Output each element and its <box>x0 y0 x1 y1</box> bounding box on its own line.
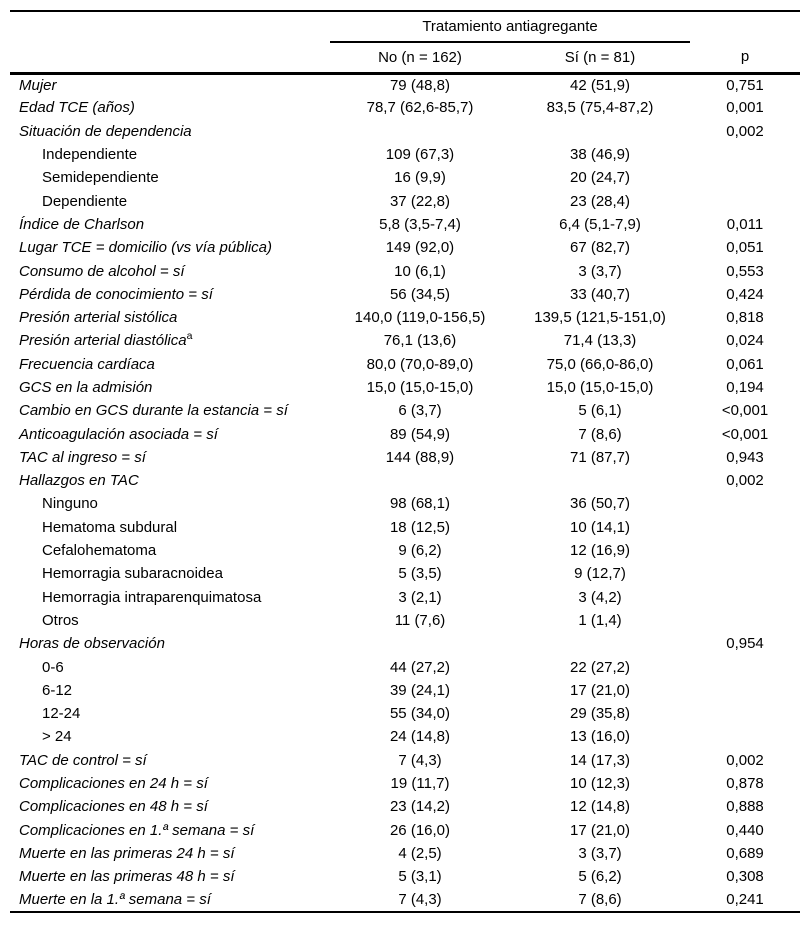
row-label: Muerte en la 1.ª semana = sí <box>19 891 211 909</box>
table-row <box>10 516 800 539</box>
row-label: Cambio en GCS durante la estancia = sí <box>19 402 288 420</box>
cell-p: 0,051 <box>726 239 764 257</box>
table-row <box>10 353 800 376</box>
cell-si <box>510 632 690 655</box>
cell-no: 44 (27,2) <box>389 658 451 676</box>
cell-no: 19 (11,7) <box>390 775 450 793</box>
table-row <box>10 143 800 166</box>
cell-si: 12 (14,8) <box>569 798 631 816</box>
row-label: Semidependiente <box>42 169 159 187</box>
cell-p: 0,002 <box>726 122 764 140</box>
cell-si: 42 (51,9) <box>569 76 631 94</box>
cell-p: 0,954 <box>726 635 764 653</box>
cell-si: 3 (4,2) <box>578 588 622 606</box>
table-row <box>10 725 800 748</box>
cell-p: 0,024 <box>726 332 764 350</box>
cell-si: 75,0 (66,0-86,0) <box>546 355 654 373</box>
cell-si: 17 (21,0) <box>569 821 631 839</box>
cell-no: 56 (34,5) <box>389 285 451 303</box>
cell-si <box>510 469 690 492</box>
cell-no: 16 (9,9) <box>394 169 446 187</box>
cell-p: 0,424 <box>726 285 764 303</box>
cell-si: 71 (87,7) <box>569 448 631 466</box>
column-header-row <box>10 42 800 73</box>
table-container <box>10 10 800 913</box>
table-row <box>10 213 800 236</box>
row-label: Presión arterial sistólica <box>19 309 178 327</box>
cell-p <box>690 166 800 189</box>
table-row <box>10 795 800 818</box>
cell-p: 0,061 <box>726 355 764 373</box>
empty-header-cell <box>690 11 800 42</box>
cell-si: 29 (35,8) <box>569 705 631 723</box>
table-row <box>10 422 800 445</box>
cell-si: 12 (16,9) <box>569 542 631 560</box>
cell-si: 23 (28,4) <box>569 192 631 210</box>
cell-p: 0,689 <box>726 844 764 862</box>
row-label: Cefalohematoma <box>42 542 157 560</box>
cell-p: 0,818 <box>726 309 764 327</box>
cell-p: 0,001 <box>726 99 764 117</box>
table-row <box>10 609 800 632</box>
row-label: Otros <box>42 611 79 629</box>
table-row <box>10 842 800 865</box>
table-body <box>10 73 800 912</box>
cell-no: 7 (4,3) <box>398 891 442 909</box>
cell-no: 76,1 (13,6) <box>383 332 457 350</box>
cell-p: 0,308 <box>726 868 764 886</box>
cell-no: 140,0 (119,0-156,5) <box>354 309 486 327</box>
cell-si: 7 (8,6) <box>578 891 622 909</box>
cell-no: 24 (14,8) <box>389 728 451 746</box>
cell-si: 3 (3,7) <box>578 844 622 862</box>
row-label: Consumo de alcohol = sí <box>19 262 185 280</box>
table-row <box>10 655 800 678</box>
cell-no: 26 (16,0) <box>389 821 451 839</box>
cell-no <box>330 469 510 492</box>
row-label: Lugar TCE = domicilio (vs vía pública) <box>19 239 273 257</box>
cell-si: 6,4 (5,1-7,9) <box>559 215 641 233</box>
cell-no: 7 (4,3) <box>398 751 442 769</box>
cell-si: 33 (40,7) <box>569 285 631 303</box>
cell-p <box>690 679 800 702</box>
cell-p <box>690 539 800 562</box>
table-row <box>10 329 800 352</box>
cell-p: 0,878 <box>726 775 764 793</box>
table-row <box>10 539 800 562</box>
row-label: Edad TCE (años) <box>19 99 135 117</box>
cell-si: 5 (6,2) <box>578 868 622 886</box>
cell-p <box>690 562 800 585</box>
cell-no: 79 (48,8) <box>389 76 451 94</box>
row-label: Complicaciones en 48 h = sí <box>19 798 208 816</box>
table-row <box>10 679 800 702</box>
cell-p: 0,553 <box>726 262 764 280</box>
row-label: TAC al ingreso = sí <box>19 448 146 466</box>
table-row <box>10 492 800 515</box>
table-row <box>10 96 800 119</box>
row-label: Hallazgos en TAC <box>19 472 139 490</box>
row-label: Complicaciones en 1.ª semana = sí <box>19 821 255 839</box>
table-row <box>10 283 800 306</box>
cell-si: 36 (50,7) <box>569 495 631 513</box>
table-row <box>10 73 800 96</box>
cell-p: 0,194 <box>726 379 764 396</box>
cell-si: 139,5 (121,5-151,0) <box>534 309 666 327</box>
antiplatelet-treatment-table <box>10 10 800 913</box>
table-row <box>10 189 800 212</box>
cell-si: 15,0 (15,0-15,0) <box>546 379 654 396</box>
cell-si: 83,5 (75,4-87,2) <box>546 99 654 117</box>
cell-no: 11 (7,6) <box>394 611 446 629</box>
footnote-marker: a <box>186 330 193 343</box>
table-row <box>10 562 800 585</box>
cell-si: 14 (17,3) <box>569 751 631 769</box>
cell-no: 98 (68,1) <box>389 495 451 513</box>
row-label: Ninguno <box>42 495 98 513</box>
cell-no: 4 (2,5) <box>398 844 442 862</box>
row-label: Presión arterial diastólica$^a$ <box>19 330 193 350</box>
cell-p: 0,002 <box>726 751 764 769</box>
cell-si: 38 (46,9) <box>569 146 631 164</box>
row-label: Pérdida de conocimiento = sí <box>19 285 213 303</box>
cell-p <box>690 655 800 678</box>
row-label: Situación de dependencia <box>19 122 192 140</box>
column-header-no: No (n = 162) <box>330 42 510 73</box>
cell-no: 6 (3,7) <box>398 402 442 420</box>
row-label: Muerte en las primeras 24 h = sí <box>19 844 235 862</box>
row-label: > 24 <box>42 728 72 746</box>
row-label: Hematoma subdural <box>42 518 178 536</box>
cell-p <box>690 609 800 632</box>
cell-p: 0,888 <box>726 798 764 816</box>
cell-no: 18 (12,5) <box>389 518 451 536</box>
cell-p: 0,002 <box>726 472 764 490</box>
row-label: Mujer <box>19 76 57 94</box>
cell-p: 0,943 <box>726 448 764 466</box>
cell-no: 15,0 (15,0-15,0) <box>366 379 474 396</box>
cell-p <box>690 516 800 539</box>
table-row <box>10 819 800 842</box>
cell-si: 10 (14,1) <box>569 518 631 536</box>
row-label: 12-24 <box>42 705 81 723</box>
row-label: 6-12 <box>42 681 73 699</box>
cell-si: 1 (1,4) <box>578 611 622 629</box>
table-row <box>10 306 800 329</box>
cell-no: 5,8 (3,5-7,4) <box>379 215 461 233</box>
cell-no: 89 (54,9) <box>389 425 451 443</box>
table-row <box>10 469 800 492</box>
cell-no: 80,0 (70,0-89,0) <box>366 355 474 373</box>
cell-p <box>690 725 800 748</box>
row-label: Frecuencia cardíaca <box>19 355 155 373</box>
table-row <box>10 749 800 772</box>
cell-no: 55 (34,0) <box>389 705 451 723</box>
cell-no: 10 (6,1) <box>394 262 446 280</box>
table-row <box>10 632 800 655</box>
cell-no: 37 (22,8) <box>389 192 451 210</box>
cell-si: 67 (82,7) <box>569 239 631 257</box>
cell-p <box>690 702 800 725</box>
row-label: Horas de observación <box>19 635 165 653</box>
row-label: Independiente <box>42 146 138 164</box>
table-row <box>10 702 800 725</box>
empty-header-cell <box>10 42 330 73</box>
table-row <box>10 120 800 143</box>
cell-p: 0,751 <box>726 76 764 94</box>
empty-header-cell <box>10 11 330 42</box>
table-header <box>10 11 800 73</box>
table-row <box>10 236 800 259</box>
cell-no <box>330 120 510 143</box>
cell-p: <0,001 <box>721 425 769 443</box>
cell-no: 149 (92,0) <box>385 239 455 257</box>
cell-p: <0,001 <box>721 402 769 420</box>
cell-p <box>690 492 800 515</box>
cell-no: 144 (88,9) <box>385 448 455 466</box>
cell-no: 9 (6,2) <box>398 542 442 560</box>
cell-p: 0,440 <box>726 821 764 839</box>
row-label: Hemorragia intraparenquimatosa <box>42 588 262 606</box>
cell-no <box>330 632 510 655</box>
table-row <box>10 376 800 399</box>
cell-si <box>510 120 690 143</box>
cell-si: 22 (27,2) <box>569 658 631 676</box>
table-row <box>10 772 800 795</box>
row-label: TAC de control = sí <box>19 751 147 769</box>
cell-si: 5 (6,1) <box>578 402 622 420</box>
table-row <box>10 865 800 888</box>
column-header-si: Sí (n = 81) <box>510 42 690 73</box>
table-row <box>10 888 800 911</box>
cell-p <box>690 143 800 166</box>
row-label: Muerte en las primeras 48 h = sí <box>19 868 235 886</box>
row-label: Índice de Charlson <box>19 215 145 233</box>
cell-p: 0,241 <box>726 891 764 909</box>
cell-no: 5 (3,5) <box>398 565 442 583</box>
row-label: Complicaciones en 24 h = sí <box>19 775 208 793</box>
cell-si: 20 (24,7) <box>569 169 631 187</box>
group-header-row <box>10 11 800 42</box>
cell-p <box>690 586 800 609</box>
cell-si: 3 (3,7) <box>578 262 622 280</box>
cell-si: 13 (16,0) <box>569 728 631 746</box>
cell-no: 109 (67,3) <box>385 146 455 164</box>
column-header-p: p <box>690 42 800 73</box>
column-group-header: Tratamiento antiagregante <box>330 11 690 42</box>
cell-si: 17 (21,0) <box>569 681 631 699</box>
cell-si: 7 (8,6) <box>578 425 622 443</box>
cell-si: 71,4 (13,3) <box>563 332 637 350</box>
row-label: GCS en la admisión <box>19 379 153 396</box>
table-row <box>10 399 800 422</box>
row-label: 0-6 <box>42 658 64 676</box>
cell-p <box>690 189 800 212</box>
row-label: Hemorragia subaracnoidea <box>42 565 223 583</box>
cell-p: 0,011 <box>726 215 764 233</box>
table-row <box>10 446 800 469</box>
table-row <box>10 166 800 189</box>
cell-no: 39 (24,1) <box>389 681 451 699</box>
table-row <box>10 259 800 282</box>
cell-no: 23 (14,2) <box>389 798 451 816</box>
table-row <box>10 586 800 609</box>
row-label: Anticoagulación asociada = sí <box>19 425 218 443</box>
cell-no: 3 (2,1) <box>398 588 442 606</box>
cell-si: 10 (12,3) <box>569 775 631 793</box>
cell-si: 9 (12,7) <box>574 565 626 583</box>
cell-no: 5 (3,1) <box>398 868 442 886</box>
row-label: Dependiente <box>42 192 128 210</box>
cell-no: 78,7 (62,6-85,7) <box>366 99 474 117</box>
